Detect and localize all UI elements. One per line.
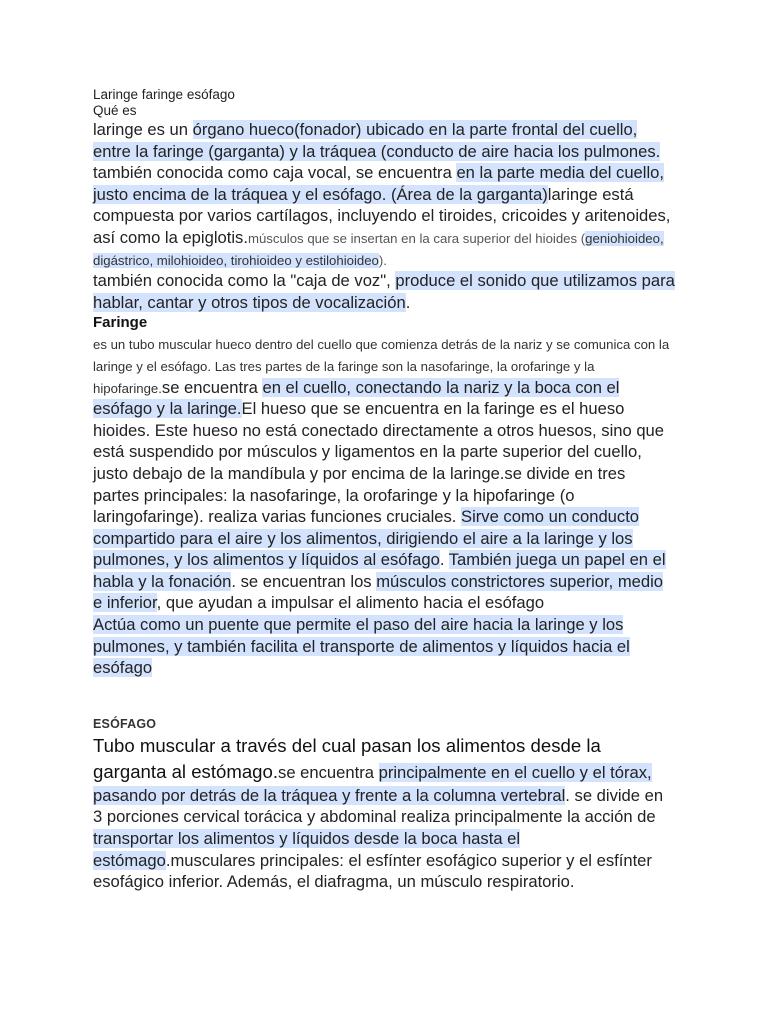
highlighted-text: Sirve como un conducto compartido para el aire y los alimentos, dirigiendo el aire a la laringe y los pulmones, y los alimentos y líquidos al esófago [93, 507, 640, 570]
highlighted-text: transportar los alimentos y líquidos desde la boca hasta el estómago [93, 829, 521, 870]
muscles-note: músculos que se insertan en la cara superior del hioides ( [247, 230, 586, 246]
esofago-paragraph [93, 733, 675, 893]
highlighted-text: principalmente en el cuello y el tórax, pasando por detrás de la tráquea y frente a la columna vertebral [93, 762, 652, 805]
highlighted-text: Actúa como un puente que permite el paso del aire hacia la laringe y los pulmones, y también facilita el transporte de alimentos y líquidos hacia el esófago [93, 615, 630, 678]
highlighted-text: También juega un papel en el habla y la fonación [93, 550, 666, 591]
text-run: también conocida como la "caja de voz", [93, 271, 396, 291]
text-run: laringe es un [93, 120, 193, 139]
highlighted-text: órgano hueco(fonador) ubicado en la parte frontal del cuello, entre la faringe (garganta) y la tráquea (conducto de aire hacia los pulmones. [93, 120, 661, 161]
muscles-note: ). [378, 252, 387, 268]
text-run: laringe está compuesta por varios cartílagos, incluyendo el tiroides, cricoides y aritenoides, así como la epiglotis. [93, 184, 671, 247]
text-run: . [405, 292, 411, 312]
text-run: . se encuentran los [231, 571, 377, 591]
document-page [93, 87, 675, 893]
text-run: se encuentra [278, 762, 379, 782]
text-run: .musculares principales: el esfínter esofágico superior y el esfínter esofágico inferior. Además, el diafragma, un músculo respiratorio. [93, 850, 652, 892]
laringe-paragraph [93, 119, 675, 270]
esofago-definition: Tubo muscular a través del cual pasan los alimentos desde la garganta al estómago. [93, 734, 601, 782]
text-run: El hueso que se encuentra en la faringe es el hueso hioides. Este hueso no está conectado directamente a otros huesos, sino que está suspendido por músculos y ligamentos en la parte superior del cuello, justo debajo de la mandíbula y por encima de la laringe.se divide en tres partes principales: la nasofaringe, la orofaringe y la hipofaringe (o laringofaringe). realiza varias funciones cruciales. [93, 399, 665, 527]
text-run: . se divide en 3 porciones cervical torácica y abdominal realiza principalmente la acción de [93, 785, 664, 827]
highlighted-text: músculos constrictores superior, medio e inferior [93, 571, 664, 613]
document-title: Laringe faringe esófago [93, 87, 235, 102]
esofago-heading: ESÓFAGO [93, 716, 157, 731]
laringe-voice-paragraph [93, 270, 675, 313]
highlighted-text: geniohioideo, digástrico, milohioideo, tirohioideo y estilohioideo [93, 230, 664, 268]
highlighted-text: produce el sonido que utilizamos para hablar, cantar y otros tipos de vocalización [93, 271, 675, 312]
faringe-paragraph [93, 333, 675, 614]
highlighted-text: en la parte media del cuello, justo encima de la tráquea y el esófago. (Área de la garganta) [93, 163, 664, 204]
highlighted-text: en el cuello, conectando la nariz y la boca con el esófago y la laringe. [93, 377, 620, 419]
faringe-intro: es un tubo muscular hueco dentro del cuello que comienza detrás de la nariz y se comunica con la laringe y el esófago. Las tres partes de la faringe son la nasofaringe, la orofaringe y la hipofaringe. [93, 337, 670, 396]
document-subtitle: Qué es [93, 103, 137, 118]
faringe-heading: Faringe [93, 314, 148, 332]
faringe-summary [93, 614, 675, 679]
text-run: se encuentra [161, 377, 263, 397]
text-run: , que ayudan a impulsar el alimento hacia el esófago [156, 593, 545, 613]
text-run: . [439, 550, 449, 570]
text-run: también conocida como caja vocal, se encuentra [93, 163, 457, 183]
